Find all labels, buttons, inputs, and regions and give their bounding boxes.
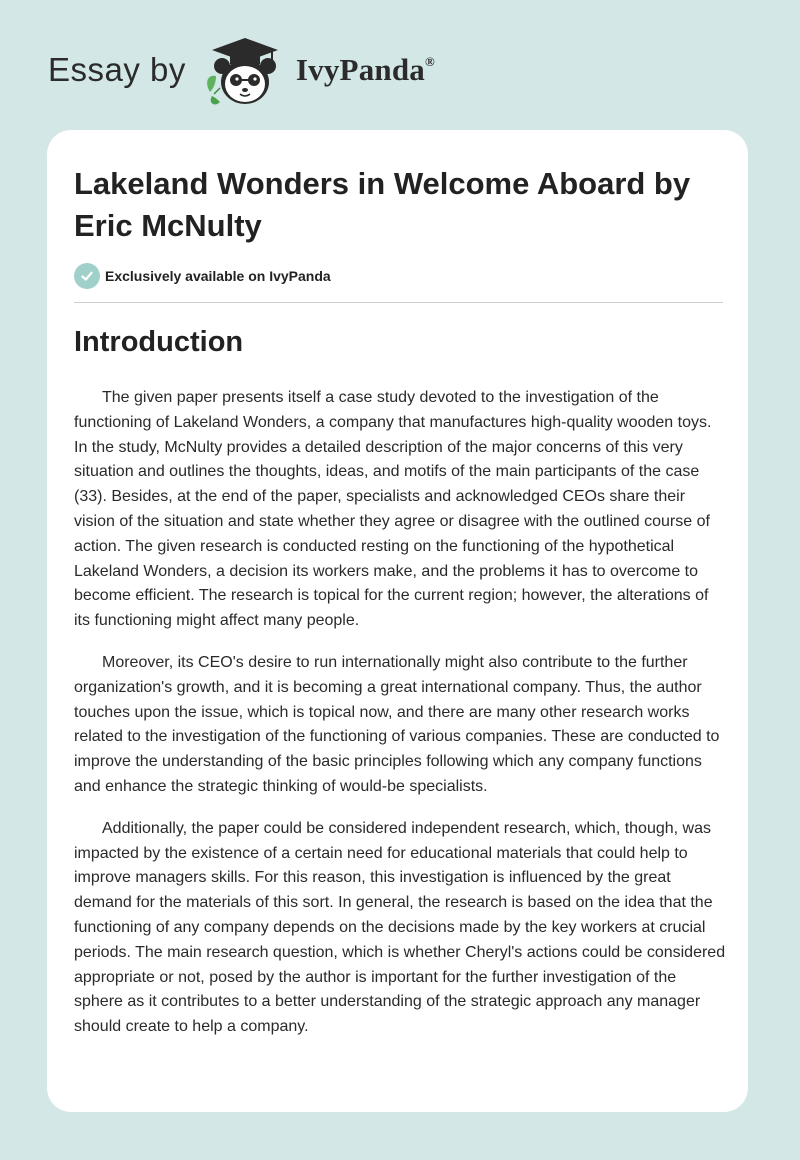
page-title: Lakeland Wonders in Welcome Aboard by Eric McNulty xyxy=(74,166,691,243)
divider xyxy=(74,302,723,303)
essay-by-label: Essay by xyxy=(48,51,186,88)
brand-name[interactable]: IvyPanda® xyxy=(295,52,435,87)
panda-graduate-logo-icon[interactable] xyxy=(200,30,292,110)
exclusive-badge-text: Exclusively available on IvyPanda xyxy=(105,268,331,284)
paragraph: The given paper presents itself a case study devoted to the investigation of the functioning of Lakeland Wonders, a company that manufactures high-quality wooden toys. In the study, McNulty provides a detailed description of the major concerns of this very situation and outlines the thoughts, ideas, and motifs of the main participants of the case (33). Besides, at the end of the paper, specialists and acknowledged CEOs share their vision of the situation and state whether they agree or disagree with the outlined course of action. The given research is conducted resting on the functioning of the hypothetical Lakeland Wonders, a decision its workers make, and the problems it has to overcome to become efficient. The research is topical for the current region; however, the alterations of its functioning might affect many people. xyxy=(74,389,712,630)
section-heading-introduction: Introduction xyxy=(74,326,244,358)
essay-card xyxy=(47,130,748,1112)
registered-mark: ® xyxy=(424,54,435,69)
exclusive-badge xyxy=(74,263,331,289)
check-icon xyxy=(74,263,100,289)
paragraph: Additionally, the paper could be considered independent research, which, though, was impacted by the existence of a certain need for educational materials that could help to improve managers skills. For this reason, this investigation is influenced by the great demand for the materials of this sort. In general, the research is based on the idea that the functioning of any company depends on the decisions made by the key workers at crucial periods. The main research question, which is whether Cheryl's actions could be considered appropriate or not, posed by the author is important for the further investigation of the sphere as it contributes to a better understanding of the strategic approach any manager should create to help a company. xyxy=(74,819,726,1036)
article-body xyxy=(74,386,726,1057)
site-header xyxy=(48,30,435,110)
paragraph: Moreover, its CEO's desire to run internationally might also contribute to the further organization's growth, and it is becoming a great international company. Thus, the author touches upon the issue, which is topical now, and there are many other research works related to the investigation of the functioning of various companies. These are conducted to improve the understanding of the basic principles following which any company functions and enhance the strategic thinking of would-be specialists. xyxy=(74,653,720,795)
